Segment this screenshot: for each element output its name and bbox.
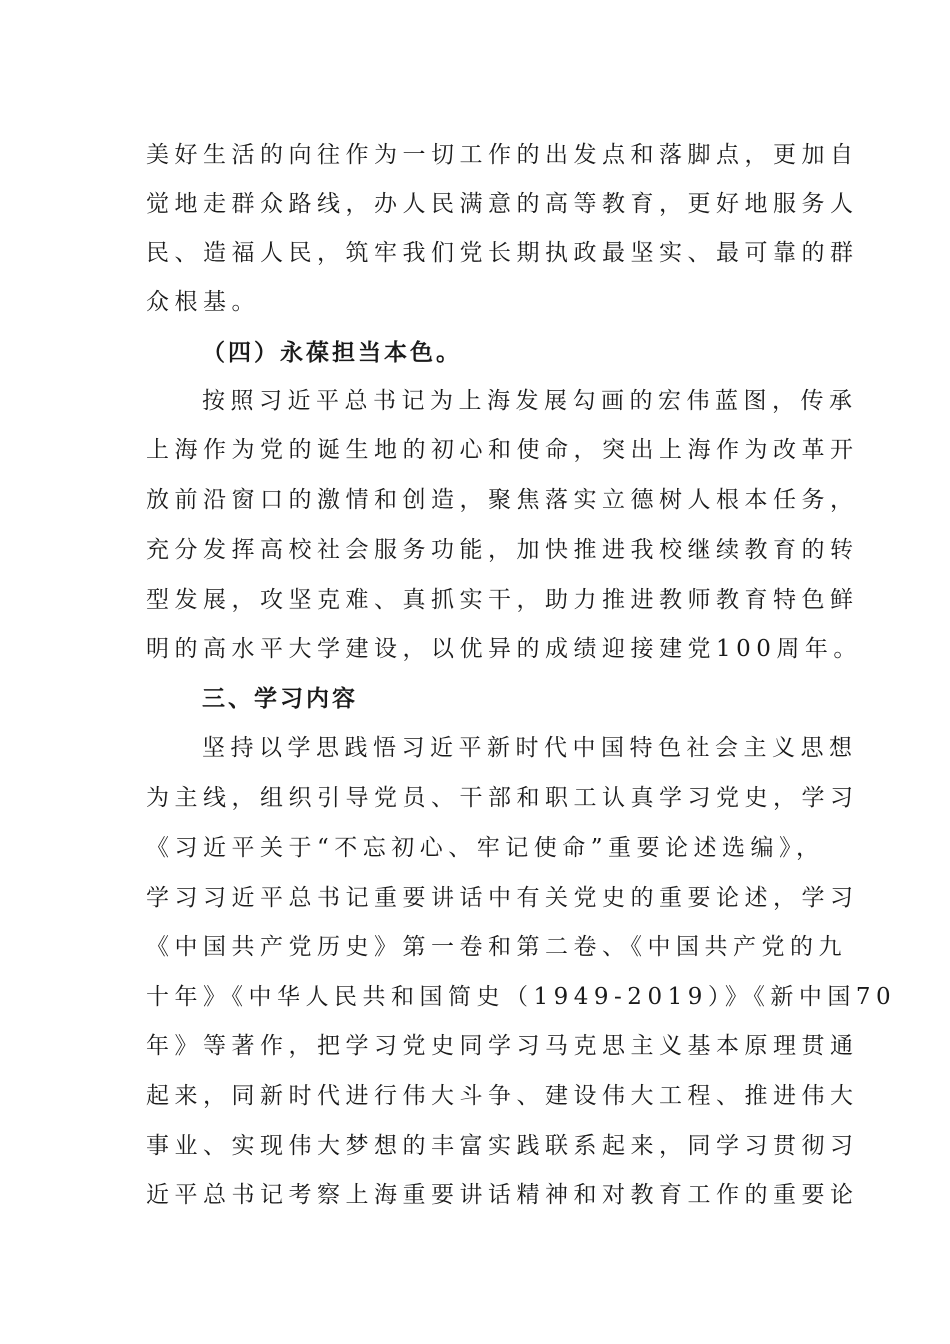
paragraph-line: 坚持以学思践悟习近平新时代中国特色社会主义思想 bbox=[202, 735, 858, 761]
paragraph-line: 型发展，攻坚克难、真抓实干，助力推进教师教育特色鲜 bbox=[146, 587, 859, 613]
paragraph-line: 学习习近平总书记重要讲话中有关党史的重要论述，学习 bbox=[146, 885, 859, 911]
paragraph-line: 上海作为党的诞生地的初心和使命，突出上海作为改革开 bbox=[146, 437, 859, 463]
paragraph-line: 充分发挥高校社会服务功能，加快推进我校继续教育的转 bbox=[146, 537, 859, 563]
paragraph-line: 众根基。 bbox=[146, 289, 260, 315]
paragraph-line: 民、造福人民，筑牢我们党长期执政最坚实、最可靠的群 bbox=[146, 240, 859, 266]
paragraph-line: 起来，同新时代进行伟大斗争、建设伟大工程、推进伟大 bbox=[146, 1083, 859, 1109]
paragraph-line: 事业、实现伟大梦想的丰富实践联系起来，同学习贯彻习 bbox=[146, 1133, 859, 1159]
paragraph-line: 年》等著作，把学习党史同学习马克思主义基本原理贯通 bbox=[146, 1033, 859, 1059]
paragraph-line: 十年》《中华人民共和国简史（1949-2019）》《新中国70 bbox=[146, 984, 897, 1010]
section-heading: 三、学习内容 bbox=[202, 686, 358, 712]
paragraph-line: 明的高水平大学建设，以优异的成绩迎接建党100周年。 bbox=[146, 636, 862, 662]
paragraph-line: 为主线，组织引导党员、干部和职工认真学习党史，学习 bbox=[146, 785, 859, 811]
paragraph-line: 觉地走群众路线，办人民满意的高等教育，更好地服务人 bbox=[146, 191, 859, 217]
paragraph-line: 《习近平关于“不忘初心、牢记使命”重要论述选编》， bbox=[146, 835, 825, 861]
section-heading: （四）永葆担当本色。 bbox=[202, 340, 462, 366]
paragraph-line: 美好生活的向往作为一切工作的出发点和落脚点，更加自 bbox=[146, 142, 859, 168]
paragraph-line: 放前沿窗口的激情和创造，聚焦落实立德树人根本任务， bbox=[146, 487, 859, 513]
paragraph-line: 《中国共产党历史》第一卷和第二卷、《中国共产党的九 bbox=[146, 934, 847, 960]
paragraph-line: 近平总书记考察上海重要讲话精神和对教育工作的重要论 bbox=[146, 1182, 859, 1208]
paragraph-line: 按照习近平总书记为上海发展勾画的宏伟蓝图，传承 bbox=[202, 388, 858, 414]
